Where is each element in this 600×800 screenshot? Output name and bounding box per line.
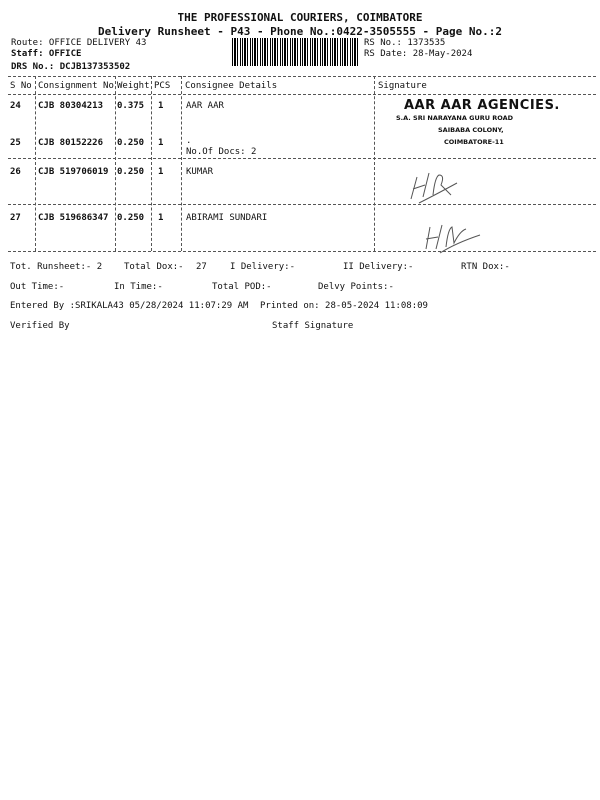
printed-on: Printed on: 28-05-2024 11:08:09 — [260, 301, 428, 311]
stamp-locality: SAIBABA COLONY, — [438, 126, 504, 134]
runsheet-title: Delivery Runsheet - P43 - Phone No.:0422-3505555 - Page No.:2 — [98, 25, 502, 38]
drs-number: DRS No.: DCJB137353502 — [11, 62, 131, 72]
row-sno: 27 — [10, 213, 21, 223]
table-header-line — [8, 94, 596, 95]
table-bottom-line — [8, 251, 596, 252]
total-dox-label: Total Dox:- — [124, 262, 184, 272]
col-header-consignee: Consignee Details — [185, 81, 278, 91]
stamp-name: AAR AAR AGENCIES. — [404, 98, 560, 113]
row-weight: 0.250 — [117, 138, 145, 148]
row-sno: 26 — [10, 167, 21, 177]
staff-label: Staff: OFFICE — [11, 49, 82, 59]
handwritten-signature-row-26 — [405, 165, 475, 205]
row-consignee: ABIRAMI SUNDARI — [186, 213, 268, 223]
out-time: Out Time:- — [10, 282, 65, 292]
col-header-signature: Signature — [378, 81, 427, 91]
row-weight: 0.250 — [117, 213, 145, 223]
row-sno: 24 — [10, 101, 21, 111]
entered-by: Entered By :SRIKALA43 05/28/2024 11:07:29 AM — [10, 301, 249, 311]
i-delivery: I Delivery:- — [230, 262, 296, 272]
staff-signature: Staff Signature — [272, 321, 354, 331]
stamp-address: S.A. SRI NARAYANA GURU ROAD — [396, 114, 514, 122]
row-consignment: CJB 80304213 — [38, 101, 104, 111]
column-divider — [374, 76, 375, 251]
column-divider — [151, 76, 152, 251]
row-weight: 0.375 — [117, 101, 145, 111]
col-header-pcs: PCS — [154, 81, 171, 91]
col-header-consignment: Consignment No — [38, 81, 114, 91]
delvy-points: Delvy Points:- — [318, 282, 394, 292]
total-runsheet: Tot. Runsheet:- 2 — [10, 262, 103, 272]
table-top-line — [8, 76, 596, 77]
col-header-weight: Weight — [117, 81, 150, 91]
company-title: THE PROFESSIONAL COURIERS, COIMBATORE — [177, 11, 423, 24]
row-doc-count: No.Of Docs: 2 — [186, 147, 257, 157]
row-divider — [8, 158, 596, 159]
row-pcs: 1 — [158, 167, 164, 177]
row-consignment: CJB 80152226 — [38, 138, 104, 148]
rtn-dox: RTN Dox:- — [461, 262, 510, 272]
col-header-sno: S No — [10, 81, 32, 91]
verified-by: Verified By — [10, 321, 70, 331]
row-consignment: CJB 519706019 — [38, 167, 109, 177]
rs-date: RS Date: 28-May-2024 — [364, 49, 473, 59]
row-pcs: 1 — [158, 138, 164, 148]
row-consignee: KUMAR — [186, 167, 214, 177]
row-consignee: . — [186, 136, 192, 146]
in-time: In Time:- — [114, 282, 163, 292]
column-divider — [181, 76, 182, 251]
column-divider — [115, 76, 116, 251]
row-pcs: 1 — [158, 101, 164, 111]
route-label: Route: OFFICE DELIVERY 43 — [11, 38, 147, 48]
ii-delivery: II Delivery:- — [343, 262, 414, 272]
total-pod: Total POD:- — [212, 282, 272, 292]
column-divider — [35, 76, 36, 251]
rs-number: RS No.: 1373535 — [364, 38, 446, 48]
row-divider — [8, 204, 596, 205]
row-consignment: CJB 519686347 — [38, 213, 109, 223]
row-sno: 25 — [10, 138, 21, 148]
total-dox-value: 27 — [196, 262, 207, 272]
handwritten-signature-row-27 — [420, 215, 490, 255]
barcode — [232, 38, 358, 66]
row-consignee: AAR AAR — [186, 101, 224, 111]
row-weight: 0.250 — [117, 167, 145, 177]
row-pcs: 1 — [158, 213, 164, 223]
stamp-city: COIMBATORE-11 — [444, 138, 504, 146]
